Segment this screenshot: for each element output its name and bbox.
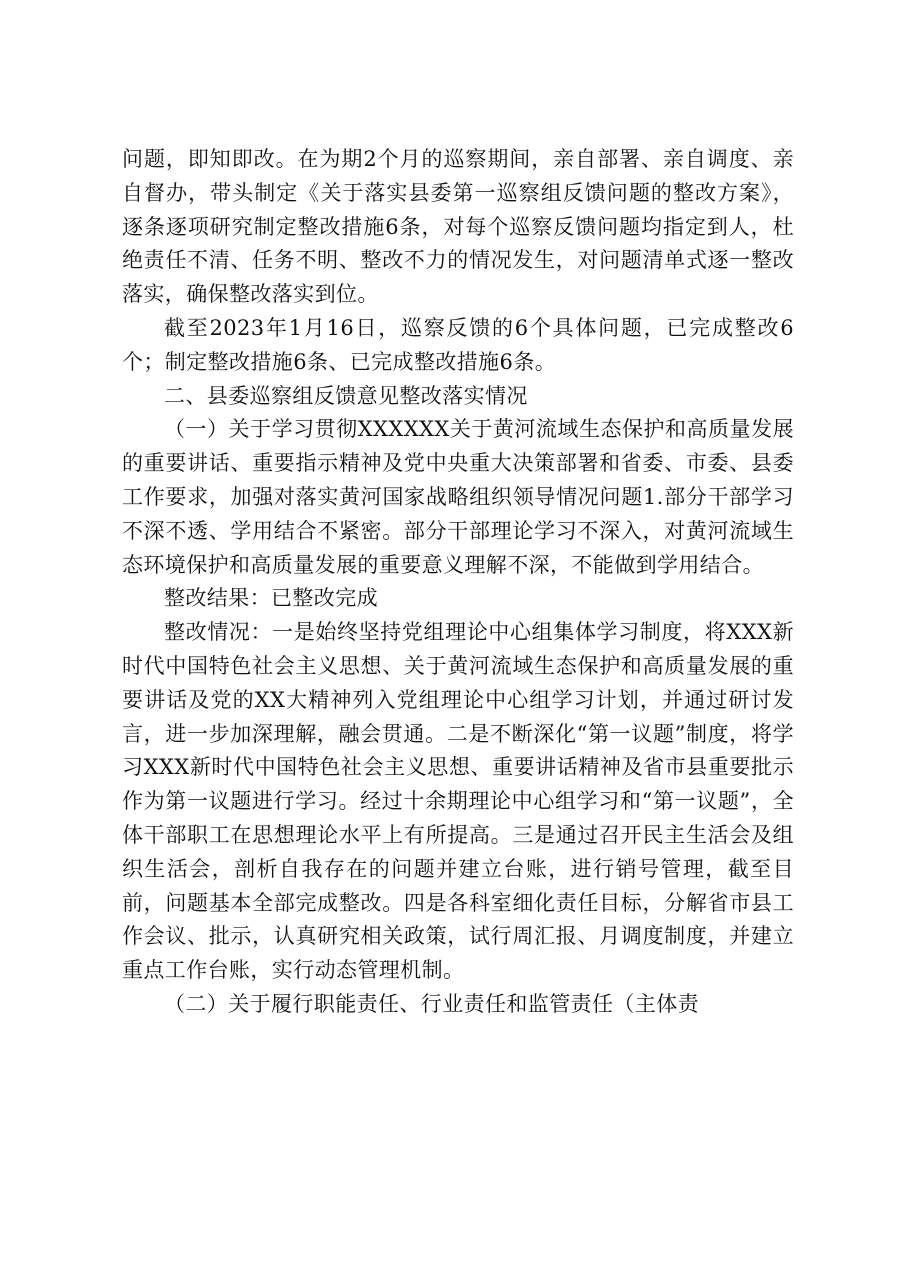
paragraph-result: 整改结果：已整改完成 (164, 586, 378, 611)
paragraph-1: 问题，即知即改。在为期2个月的巡察期间，亲自部署、亲自调度、亲自督办，带头制定《关于落实县委第一巡察组反馈问题的整改方案》，逐条逐项研究制定整改措施6条，对每个巡察反馈问题均指定到人，杜绝责任不清、任务不明、整改不力的情况发生，对问题清单式逐一整改落实，确保整改落实到位。 (122, 147, 794, 307)
document-body (122, 143, 794, 1022)
section-heading: 二、县委巡察组反馈意见整改落实情况 (164, 383, 528, 408)
paragraph-situation: 整改情况：一是始终坚持党组理论中心组集体学习制度，将XXX新时代中国特色社会主义思想、关于黄河流域生态保护和高质量发展的重要讲话及党的XX大精神列入党组理论中心组学习计划，并通过研讨发言，进一步加深理解，融会贯通。二是不断深化“第一议题”制度，将学习XXX新时代中国特色社会主义思想、重要讲话精神及省市县重要批示作为第一议题进行学习。经过十余期理论中心组学习和“第一议题”，全体干部职工在思想理论水平上有所提高。三是通过召开民主生活会及组织生活会，剖析自我存在的问题并建立台账，进行销号管理，截至目前，问题基本全部完成整改。四是各科室细化责任目标，分解省市县工作会议、批示，认真研究相关政策，试行周汇报、月调度制度，并建立重点工作台账，实行动态管理机制。 (122, 620, 794, 983)
paragraph-issue-2: （二）关于履行职能责任、行业责任和监管责任（主体责 (164, 991, 699, 1016)
paragraph-issue-1: （一）关于学习贯彻XXXXXX关于黄河流域生态保护和高质量发展的重要讲话、重要指示精神及党中央重大决策部署和省委、市委、县委工作要求，加强对落实黄河国家战略组织领导情况问题1.部分干部学习不深不透、学用结合不紧密。部分干部理论学习不深入，对黄河流域生态环境保护和高质量发展的重要意义理解不深，不能做到学用结合。 (122, 417, 794, 577)
paragraph-2: 截至2023年1月16日，巡察反馈的6个具体问题，已完成整改6个；制定整改措施6条、已完成整改措施6条。 (122, 315, 794, 374)
